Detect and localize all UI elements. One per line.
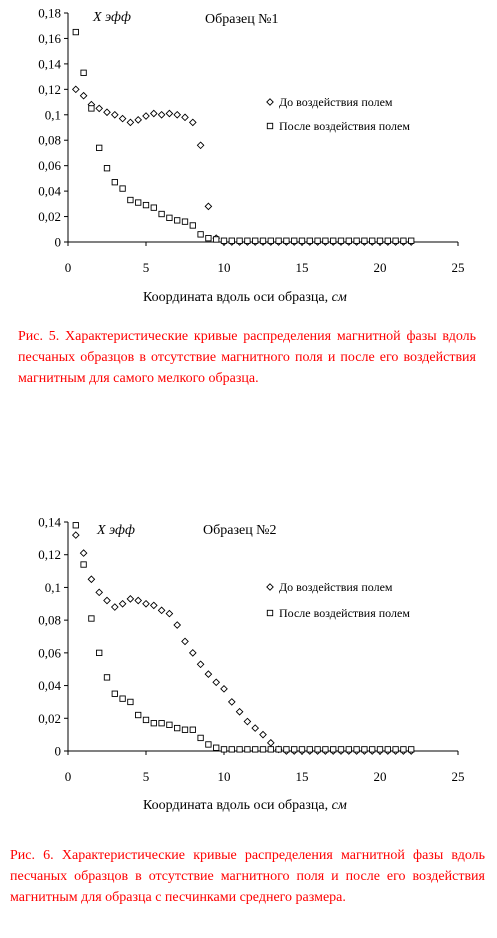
chart-1-xlabel-unit: см	[331, 290, 347, 305]
chart-2-point-after	[89, 616, 94, 621]
chart-1-point-after	[151, 205, 156, 210]
chart-2-point-after	[143, 717, 148, 722]
chart-2-point-after	[346, 747, 351, 752]
chart-2-point-before	[182, 638, 188, 644]
chart-2-point-before	[260, 731, 266, 737]
chart-1-x-tick-label: 10	[217, 260, 231, 275]
chart-1-point-after	[323, 238, 328, 243]
chart-1-point-after	[409, 238, 414, 243]
chart-1-point-before	[112, 112, 118, 118]
chart-1-x-tick-label: 15	[295, 260, 309, 275]
chart-2-point-after	[182, 727, 187, 732]
chart-2-point-after	[370, 747, 375, 752]
chart-2-point-before	[229, 699, 235, 705]
chart-2-point-before	[96, 589, 102, 595]
chart-2-y-tick-label: 0	[54, 743, 61, 759]
chart-2-point-after	[323, 747, 328, 752]
chart-2-y-tick-label: 0,12	[38, 547, 61, 563]
chart-2-point-after	[354, 747, 359, 752]
chart-1-point-before	[119, 115, 125, 121]
chart-1-point-after	[229, 238, 234, 243]
chart-2-point-before	[135, 597, 141, 603]
chart-1-y-tick-label: 0,12	[38, 81, 61, 97]
chart-1-point-after	[237, 238, 242, 243]
chart-2-point-after	[307, 747, 312, 752]
chart-1-point-after	[120, 186, 125, 191]
chart-1-point-after	[331, 238, 336, 243]
chart-1-point-before	[205, 203, 211, 209]
chart-1-point-after	[307, 238, 312, 243]
chart-1-point-after	[315, 238, 320, 243]
chart-2-point-after	[81, 562, 86, 567]
chart-1-legend-label-before: До воздействия полем	[279, 95, 393, 109]
chart-2-point-after	[167, 722, 172, 727]
chart-2-point-after	[198, 735, 203, 740]
chart-2-point-before	[213, 679, 219, 685]
chart-2-point-after	[260, 747, 265, 752]
chart-2-point-before	[151, 602, 157, 608]
chart-2-point-after	[229, 747, 234, 752]
chart-1-point-after	[268, 238, 273, 243]
chart-2-point-after	[315, 747, 320, 752]
chart-2-y-tick-label: 0,04	[38, 678, 61, 694]
chart-1-xlabel	[143, 290, 347, 305]
figure-5-caption: Рис. 5. Характеристические кривые распределения магнитной фазы вдоль песчаных образцов в отсутствие магнитного поля и после его воздействия магнитным для самого мелкого образца.	[18, 329, 476, 386]
chart-1-y-tick-label: 0	[54, 234, 61, 250]
chart-2-legend-label-before: До воздействия полем	[279, 580, 393, 594]
chart-1-x-tick-label: 0	[64, 260, 72, 275]
chart-1-y-tick-label: 0,16	[38, 30, 61, 46]
chart-2-point-after	[245, 747, 250, 752]
chart-2-point-after	[112, 691, 117, 696]
chart-2-point-after	[401, 747, 406, 752]
chart-2-y-tick-label: 0,14	[38, 514, 61, 530]
chart-2-point-before	[73, 532, 79, 538]
chart-2-point-after	[206, 742, 211, 747]
chart-1-point-after	[143, 202, 148, 207]
chart-2-point-before	[244, 718, 250, 724]
chart-1-point-after	[284, 238, 289, 243]
chart-1-point-after	[354, 238, 359, 243]
chart-2-point-before	[174, 622, 180, 628]
chart-2-point-before	[197, 661, 203, 667]
chart-2-point-after	[104, 675, 109, 680]
chart-1-y-tick-label: 0,08	[38, 132, 61, 148]
chart-2-point-after	[268, 747, 273, 752]
chart-2-point-after	[221, 747, 226, 752]
chart-2-point-after	[190, 727, 195, 732]
chart-1-point-after	[175, 218, 180, 223]
chart-2-x-tick-label: 0	[64, 769, 72, 784]
chart-1-point-before	[143, 113, 149, 119]
chart-1-point-after	[221, 238, 226, 243]
chart-1-legend-marker-after	[267, 123, 272, 128]
chart-2-x-tick-label: 25	[451, 769, 465, 784]
chart-1-y-tick-label: 0,14	[38, 56, 61, 72]
chart-1-point-after	[299, 238, 304, 243]
chart-2-point-before	[252, 725, 258, 731]
chart-2-xlabel-main: Координата вдоль оси образца,	[143, 798, 332, 813]
chart-2-point-before	[143, 601, 149, 607]
chart-1-point-after	[182, 219, 187, 224]
chart-1-y-tick-label: 0,06	[38, 158, 61, 174]
chart-2-point-after	[338, 747, 343, 752]
chart-2-point-before	[112, 604, 118, 610]
chart-2-point-after	[136, 712, 141, 717]
chart-2-point-after	[276, 747, 281, 752]
chart-2-x-tick-label: 20	[373, 769, 387, 784]
chart-1-point-after	[136, 200, 141, 205]
chart-2-point-after	[151, 720, 156, 725]
chart-2-legend-marker-before	[267, 584, 273, 590]
chart-2-point-before	[127, 596, 133, 602]
chart-1-point-after	[190, 223, 195, 228]
chart-1-point-after	[104, 166, 109, 171]
chart-2-point-after	[377, 747, 382, 752]
chart-2-y-tick-label: 0,06	[38, 645, 61, 661]
chart-1-point-after	[214, 237, 219, 242]
chart-1-point-after	[276, 238, 281, 243]
chart-1-y-tick-label: 0,04	[38, 183, 61, 199]
chart-1-y-tick-label: 0,18	[38, 5, 61, 21]
chart-2-point-before	[104, 597, 110, 603]
chart-1-title: Образец №1	[205, 12, 279, 27]
chart-2-point-before	[221, 686, 227, 692]
chart-1-point-before	[158, 112, 164, 118]
chart-1-point-after	[260, 238, 265, 243]
chart-2-point-after	[128, 699, 133, 704]
figure-6-caption: Рис. 6. Характеристические кривые распределения магнитной фазы вдоль песчаных образцов в отсутствие магнитного поля и после его воздействия магнитным для образца с песчинками среднего размера.	[10, 848, 485, 905]
chart-2-x-tick-label: 5	[142, 769, 150, 784]
chart-1-point-after	[81, 70, 86, 75]
chart-2-point-before	[205, 671, 211, 677]
chart-2-point-before	[236, 709, 242, 715]
chart-1-point-after	[401, 238, 406, 243]
chart-1-legend-label-after: После воздействия полем	[279, 119, 410, 133]
chart-2-point-after	[97, 650, 102, 655]
chart-1-marks	[38, 6, 464, 276]
chart-2-title: Образец №2	[203, 523, 277, 538]
chart-1-point-before	[151, 110, 157, 116]
chart-1-point-after	[362, 238, 367, 243]
chart-1-point-after	[97, 145, 102, 150]
chart-1-point-before	[174, 112, 180, 118]
chart-2-point-after	[284, 747, 289, 752]
chart-1-point-before	[73, 86, 79, 92]
chart-2-ylabel: Χ эфф	[97, 523, 135, 538]
chart-1-point-before	[135, 117, 141, 123]
chart-2-xlabel	[143, 798, 347, 813]
chart-1-y-tick-label: 0,02	[38, 209, 61, 225]
chart-1-point-after	[377, 238, 382, 243]
chart-2-point-before	[80, 550, 86, 556]
chart-2-point-before	[158, 607, 164, 613]
chart-1-x-tick-label: 20	[373, 260, 387, 275]
chart-1-point-after	[73, 29, 78, 34]
chart-2-point-after	[362, 747, 367, 752]
chart-2-marks	[38, 515, 464, 785]
chart-2-point-before	[119, 601, 125, 607]
chart-2-point-after	[73, 523, 78, 528]
chart-2-x-tick-label: 15	[295, 769, 309, 784]
chart-2-point-before	[268, 740, 274, 746]
chart-1-point-after	[292, 238, 297, 243]
chart-1-point-before	[127, 119, 133, 125]
chart-2-point-after	[292, 747, 297, 752]
chart-1-point-before	[104, 109, 110, 115]
chart-2-point-after	[393, 747, 398, 752]
chart-2-xlabel-unit: см	[331, 798, 347, 813]
chart-1-xlabel-main: Координата вдоль оси образца,	[143, 290, 332, 305]
chart-1-point-after	[245, 238, 250, 243]
chart-1-point-after	[198, 232, 203, 237]
chart-1-point-before	[197, 142, 203, 148]
chart-2-point-after	[159, 720, 164, 725]
chart-1-x-tick-label: 25	[451, 260, 465, 275]
chart-2-point-before	[88, 576, 94, 582]
chart-2-point-after	[237, 747, 242, 752]
chart-2-point-after	[214, 745, 219, 750]
chart-1-point-before	[190, 119, 196, 125]
chart-2-x-tick-label: 10	[217, 769, 231, 784]
chart-2-legend-marker-after	[267, 610, 272, 615]
chart-2-y-tick-label: 0,1	[44, 579, 61, 595]
chart-1-point-after	[89, 106, 94, 111]
chart-1-point-before	[80, 92, 86, 98]
chart-1-legend-marker-before	[267, 99, 273, 105]
chart-2-point-after	[385, 747, 390, 752]
chart-1-ylabel: Χ эфф	[93, 10, 131, 25]
chart-1-y-tick-label: 0,1	[44, 107, 61, 123]
chart-2-point-before	[190, 650, 196, 656]
chart-1-point-after	[338, 238, 343, 243]
chart-1-point-after	[167, 215, 172, 220]
chart-1-point-after	[385, 238, 390, 243]
chart-1-x-tick-label: 5	[142, 260, 150, 275]
chart-2-legend-label-after: После воздействия полем	[279, 606, 410, 620]
chart-2-point-after	[299, 747, 304, 752]
chart-1-point-after	[206, 235, 211, 240]
chart-1-point-after	[112, 180, 117, 185]
chart-1-point-before	[182, 114, 188, 120]
chart-1-point-before	[96, 105, 102, 111]
chart-2-point-after	[253, 747, 258, 752]
chart-2-point-after	[331, 747, 336, 752]
chart-1-point-after	[159, 211, 164, 216]
chart-1-point-after	[393, 238, 398, 243]
chart-1-point-after	[253, 238, 258, 243]
chart-2-point-after	[120, 696, 125, 701]
chart-2-point-after	[409, 747, 414, 752]
chart-2-point-after	[175, 725, 180, 730]
chart-1-point-before	[166, 110, 172, 116]
chart-2-y-tick-label: 0,02	[38, 710, 61, 726]
chart-sample-1	[0, 0, 497, 310]
chart-1-point-after	[128, 197, 133, 202]
chart-1-point-after	[346, 238, 351, 243]
chart-sample-2	[0, 505, 497, 815]
chart-2-y-tick-label: 0,08	[38, 612, 61, 628]
chart-2-point-before	[166, 610, 172, 616]
chart-1-point-after	[370, 238, 375, 243]
